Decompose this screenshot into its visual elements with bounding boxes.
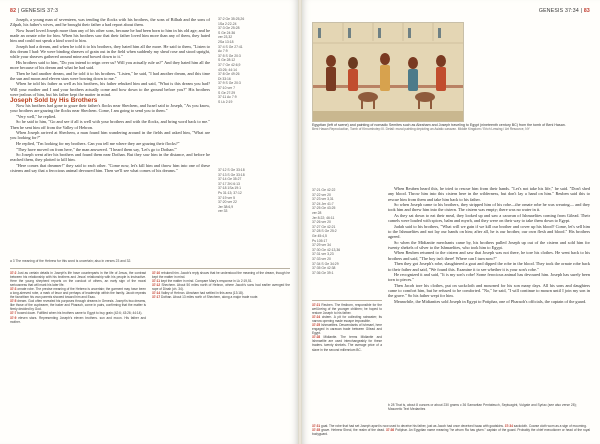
cross-reference: 43:26; 44:14: [218, 67, 237, 72]
notes-divider: [10, 268, 290, 269]
study-note: 37:9 eleven stars. Representing Joseph's eleven brothers. sun and moon. His father and mother.: [10, 315, 147, 324]
cross-reference: 37:3 Ge 25:28: [218, 26, 240, 31]
right-study-notes-col2: [312, 424, 590, 436]
verse-paragraph: Now Israel loved Joseph more than any of his other sons, because he had been born to him in his old age; and he made an ornate robe for him. When his brothers saw that their father loved him more than any of them, they hated him and could not speak a kind word to him.: [10, 27, 210, 44]
left-running-head: 82 | GENESIS 37:3: [10, 8, 59, 14]
right-book-reference: GENESIS 37:34: [538, 8, 579, 14]
cross-reference: S Lk 2:19: [218, 99, 233, 104]
cross-reference: Ac 7:9: [218, 49, 228, 54]
verse-paragraph: Then he had another dream, and he told it to his brothers. "Listen," he said, "I had another dream, and this time the sun and moon and eleven stars were bowing down to me.": [10, 70, 210, 81]
study-note: 37:28 Midianite. The terms Midianite and Ishmaelite are used interchangeably for these traders. twenty shekels. The average price of a slave in the second millennium BC.: [312, 335, 382, 352]
cross-reference: 37:4 S Ge 27:41: [218, 44, 243, 49]
verse-paragraph: So when the Midianite merchants came by, his brothers pulled Joseph up out of the cistern and sold him for twenty shekels of silver to the Ishmaelites, who took him to Egypt.: [388, 239, 590, 250]
cross-reference: 37:24 Jer 41:7: [312, 201, 334, 206]
verse-paragraph: His brothers said to him, "Do you intend to reign over us? Will you actually rule us?" And they hated him all the more because of his dream and what he had said.: [10, 59, 210, 71]
cross-reference: 37:20 ver 22: [218, 200, 237, 205]
cross-reference: 37:34 S Ge 34:29: [312, 261, 339, 266]
verse-paragraph: Now his brothers had gone to graze their father's flocks near Shechem, and Israel said to Joseph, "As you know, your brothers are grazing the flocks near Shechem. Come, I am going to send you to them.": [10, 103, 210, 114]
verse-paragraph: Then they got Joseph's robe, slaughtered a goat and dipped the robe in the blood. They took the ornate robe back to their father and said, "We found this. Examine it to see whether it is your son's robe.": [388, 261, 590, 272]
left-page: [0, 0, 298, 444]
verse-paragraph: When Joseph arrived at Shechem, a man found him wandering around in the fields and asked him, "What are you looking for?": [10, 130, 210, 141]
right-running-head: GENESIS 37:34 | 83: [538, 8, 590, 14]
verse-paragraph: He replied, "I'm looking for my brothers. Can you tell me where they are grazing their flocks?": [16, 141, 180, 147]
verse-paragraph: So Joseph went after his brothers and found them near Dothan. But they saw him in the distance, and before he reached them, they plotted to kill him.: [10, 152, 210, 163]
verse-paragraph: Meanwhile, the Midianites sold Joseph in Egypt to Potiphar, one of Pharaoh's officials, the captain of the guard.: [394, 298, 587, 304]
cross-reference: 37:8 Ge 49:26: [218, 72, 240, 77]
study-note: 37:31 goat. The robe that had set Joseph apart is now used to deceive his father, just as Jacob had once deceived Isaac with goatskins. 37:34 sackcloth. Coarse cloth worn as a sign of mourning.: [312, 424, 587, 428]
left-cross-references-2: [218, 168, 292, 214]
cross-reference: 37:14 Ge 35:27: [218, 177, 242, 182]
cross-reference: 37:18 1Sa 19:1: [218, 186, 242, 191]
study-note: 37:2 Just as certain details in Joseph's life have counterparts in the life of Jesus, the contrast between his relationship with his brothers and Jesus' relationship with his people is instructive. Here the young shepherd reports on the conduct of others, an early sign of the moral seriousness that will mark his later life.: [10, 271, 146, 288]
cross-reference: 37:19 ver 5: [218, 195, 235, 200]
right-cross-references: [312, 188, 382, 275]
cross-reference: 37:10 ver 7: [218, 85, 235, 90]
right-study-notes-col1: [312, 303, 382, 352]
cross-reference: Ps 105:17: [312, 238, 328, 243]
cross-reference: ver 33: [218, 209, 228, 214]
verse-paragraph: When he told his father as well as his brothers, his father rebuked him and said, "What is this dream you had? Will your mother and I and your brothers actually come and bow down to the ground before you?" His brothers were jealous of him, but his father kept the matter in mind.: [10, 81, 210, 97]
image-caption: Egyptian (left of scene) and painting of nomadic Semites such as Abraham and Joseph traveling to Egypt (nineteenth century BC) from the tomb of Beni Hasan. Beni Hasan Reproduction, Tomb of Khnumhotep III. Detail: mural painting depicting an Asiatic caravan. Middle Kingdom / Erich Lessing / Art Resource, NY: [312, 123, 590, 132]
cross-reference: 37:29 ver 34: [312, 243, 331, 248]
tomb-painting-image: [312, 22, 464, 122]
cross-reference: Ge 45:4,5: [312, 233, 327, 238]
verse-paragraph: Joseph, a young man of seventeen, was tending the flocks with his brothers, the sons of Bilhah and the sons of Zilpah, his father's wives, and he brought their father a bad report about them.: [10, 17, 210, 28]
cross-reference: 37:21 Ge 42:22: [312, 188, 336, 192]
cross-reference: 37:12 S Ge 33:18: [218, 168, 245, 172]
cross-reference: ver 28: [312, 210, 322, 215]
cross-reference: 37:11 Ac 7:9: [218, 95, 237, 100]
cross-reference: S Ge 27:29: [218, 90, 236, 95]
verse-paragraph: Joseph had a dream, and when he told it to his brothers, they hated him all the more. He said to them, "Listen to this dream I had: We were binding sheaves of grain out in the field when suddenly my sheaf rose and stood upright, while your sheaves gathered around mine and bowed down to it.": [10, 43, 210, 60]
left-main-text: [10, 17, 210, 174]
verse-paragraph: Then Jacob tore his clothes, put on sackcloth and mourned for his son many days. All his sons and daughters came to comfort him, but he refused to be comforted. "No," he said, "I will continue to mourn until I join my son in the grave." So his father wept for him.: [388, 282, 590, 299]
cross-reference: Dt 33:16: [218, 76, 231, 81]
right-main-text: [388, 186, 590, 304]
study-note: 37:12 Shechem. About 50 miles north of Hebron, where Jacob's sons had earlier avenged the rape of Dinah (ch. 34).: [152, 283, 290, 292]
cross-reference: 37:33 ver 20: [312, 256, 331, 261]
cross-reference: 37:36 Ge 39:1: [312, 270, 334, 275]
cross-reference: S Ge 24:36: [218, 30, 236, 35]
cross-reference: 37:30 Ge 42:13,36: [312, 247, 341, 252]
section-heading: Joseph Sold by His Brothers: [10, 96, 98, 104]
study-note: 37:14 Valley of Hebron. Abraham had settled in this area (13:18).: [152, 291, 244, 296]
left-cross-references: [218, 17, 292, 104]
image-credit: Beni Hasan Reproduction, Tomb of Khnumhotep III. Detail: mural painting depicting an Asiatic caravan. Middle Kingdom / Erich Lessing / Art Resource, NY: [312, 127, 530, 132]
study-note: 37:11 kept the matter in mind. Compare Mary's response in Lk 2:19,51.: [152, 279, 253, 284]
cross-reference: 37:22 ver 20: [312, 192, 331, 197]
cross-reference: Jer 8:22; 46:11: [312, 215, 335, 220]
cross-reference: 37:31 ver 3,23: [312, 252, 334, 257]
study-note: 37:3 ornate robe. The precise meaning of the Hebrew is uncertain; the garment may have been a long-sleeved robe, a mark of favor and perhaps of leadership within the family. Jacob repeats the favoritism his own parents showed toward him and Esau.: [10, 287, 146, 300]
study-note: 37:25 Ishmaelites. Descendants of Ishmael, here engaged in caravan trade between Gilead and Egypt.: [312, 323, 382, 336]
verse-paragraph: So he said to him, "Go and see if all is well with your brothers and with the flocks, and bring word back to me." Then he sent him off from the Valley of Hebron.: [10, 119, 210, 130]
cross-reference: Jer 38:6,9: [218, 204, 234, 209]
right-page-number: 83: [583, 8, 590, 14]
study-note: 37:10 rebuked him. Jacob's reply shows that he understood the meaning of the dream, though he kept the matter in mind.: [152, 271, 290, 280]
verse-paragraph: When Reuben returned to the cistern and saw that Joseph was not there, he tore his clothes. He went back to his brothers and said, "The boy isn't there! Where can I turn now?": [388, 250, 590, 261]
cross-reference: ver 23,32: [218, 35, 233, 40]
study-note: 37:24 cistern. A pit for collecting rainwater; its narrow opening made escape impossible.: [312, 315, 382, 324]
verse-paragraph: "Very well," he replied.: [16, 113, 57, 119]
cross-reference: 37:7 Ge 42:6,9: [218, 62, 241, 67]
left-study-notes-col1: [10, 271, 146, 324]
study-note: 37:21 Reuben. The firstborn, responsible for the well-being of the younger children; he hoped to restore Joseph to his father.: [312, 303, 382, 316]
left-book-reference: GENESIS 37:3: [21, 8, 59, 14]
cross-reference: S Ge 28:12: [218, 58, 236, 63]
left-footnote: a 3 The meaning of the Hebrew for this word is uncertain; also in verses 23 and 32.: [10, 259, 132, 263]
verse-paragraph: "They have moved on from here," the man answered. "I heard them say, 'Let's go to Dothan.'": [16, 146, 178, 152]
study-note: 37:17 Dothan. About 13 miles north of Shechem, along a major trade route.: [152, 295, 259, 300]
cross-reference: 37:17 2Ki 6:13: [218, 181, 240, 186]
left-page-number: 82: [10, 8, 17, 14]
cross-reference: 1Sa 2:22-24: [218, 21, 237, 26]
study-note: 37:7 bowed down. Fulfilled when his brothers came to Egypt to buy grain (42:6; 43:26; 44:14).: [10, 311, 143, 316]
right-footnote: b 28 That is, about 8 ounces or about 230 grams c 36 Samaritan Pentateuch, Septuagint, Vulgate and Syriac (see also verse 28); Masoretic Text Medanites: [388, 403, 577, 412]
verse-paragraph: He recognized it and said, "It is my son's robe! Some ferocious animal has devoured him. Joseph has surely been torn to pieces.": [388, 272, 590, 283]
notes-divider-right: [312, 300, 382, 301]
cross-reference: 37:35 Ge 42:38: [312, 266, 336, 271]
verse-paragraph: So when Joseph came to his brothers, they stripped him of his robe—the ornate robe he was wearing— and they took him and threw him into the cistern. The cistern was empty; there was no water in it.: [388, 202, 590, 213]
verse-paragraph: Judah said to his brothers, "What will we gain if we kill our brother and cover up his blood? Come, let's sell him to the Ishmaelites and not lay our hands on him; after all, he is our brother, our own flesh and blood." His brothers agreed.: [388, 223, 590, 240]
study-note: 37:5 dream. God often revealed his purposes through dreams in Genesis. Joseph's two dreams, like those of the cupbearer, the baker and Pharaoh, come in pairs, confirming that the matter is firmly decided by God.: [10, 299, 147, 312]
cross-reference: 37:27 Ge 42:21: [312, 224, 336, 229]
study-note: 37:35 grave. Hebrew Sheol, the realm of the dead. 37:36 Potiphar. An Egyptian name meaning "he whom Ra has given." captain of the guard. Probably the chief executioner or head of the royal bodyguard.: [312, 428, 590, 437]
left-study-notes-col2: [152, 271, 290, 299]
cross-reference: 37:25 Ge 43:25: [312, 206, 336, 211]
cross-reference: 37:26 ver 20: [312, 220, 331, 225]
cross-reference: 37:5 S Ge 20:3: [218, 53, 241, 58]
cross-reference: 2Sa 13:18: [218, 39, 234, 44]
cross-reference: Ps 31:13; 37:12: [218, 190, 242, 195]
cross-reference: 37:9 S Ge 20:3: [218, 81, 241, 86]
cross-reference: 37:23 ver 3,31: [312, 197, 334, 202]
cross-reference: 37:2 Ge 35:25,26: [218, 17, 245, 21]
verse-paragraph: "Here comes that dreamer!" they said to each other. "Come now, let's kill him and throw him into one of these cisterns and say that a ferocious animal devoured him. Then we'll see what comes of his dreams.": [10, 162, 210, 174]
verse-paragraph: When Reuben heard this, he tried to rescue him from their hands. "Let's not take his life," he said. "Don't shed any blood. Throw him into this cistern here in the wilderness, but don't lay a hand on him." Reuben said this to rescue him from them and take him back to his father.: [388, 186, 590, 202]
cross-reference: 37:28 S Ge 25:2: [312, 229, 337, 234]
verse-paragraph: As they sat down to eat their meal, they looked up and saw a caravan of Ishmaelites coming from Gilead. Their camels were loaded with spices, balm and myrrh, and they were on their way to take them down to Egypt.: [388, 212, 590, 224]
cross-reference: 37:13 S Ge 33:18: [218, 172, 245, 177]
